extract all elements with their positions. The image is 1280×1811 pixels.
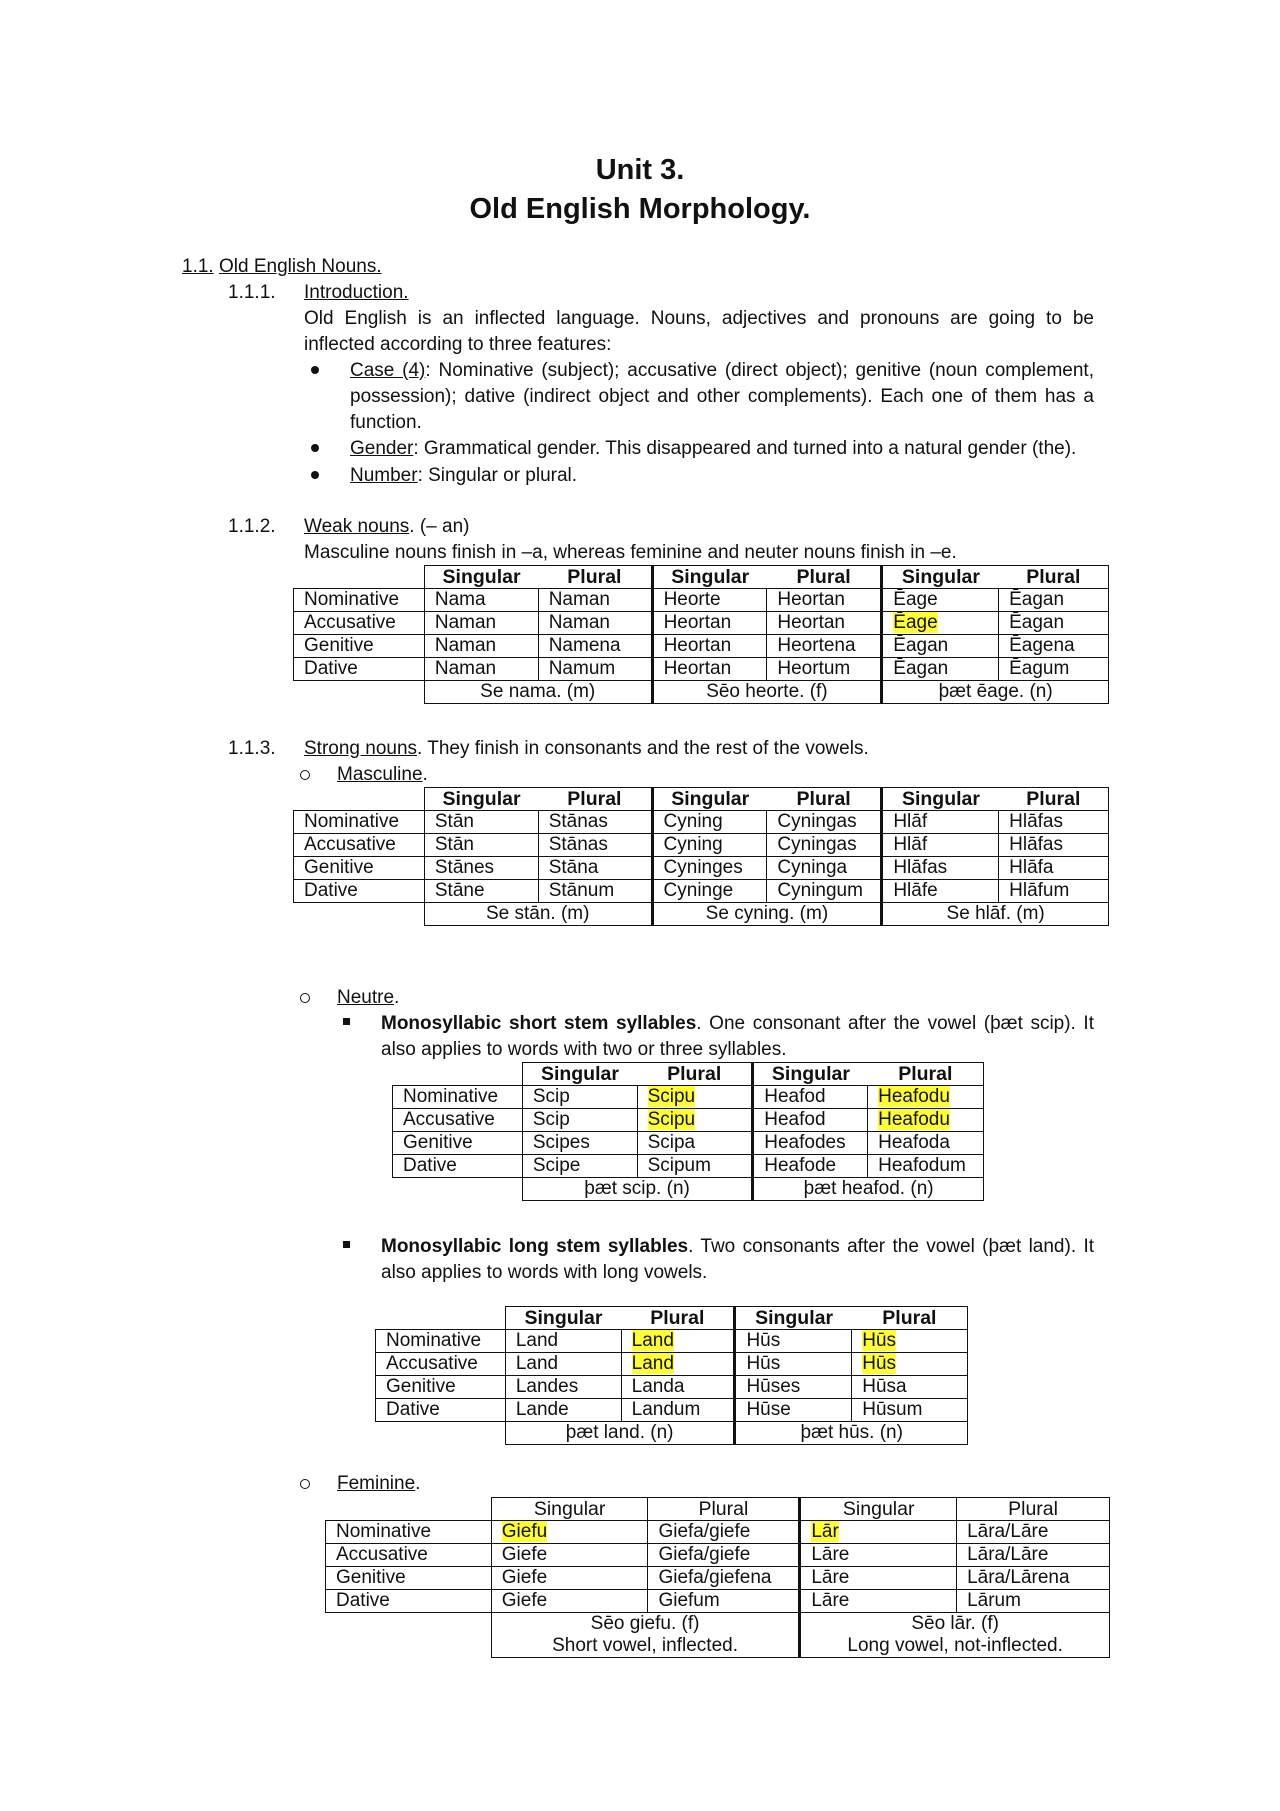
table-cell: Stānes: [424, 857, 538, 880]
table-cell: Scipes: [522, 1132, 637, 1155]
column-header: Plural: [957, 1498, 1110, 1521]
bullet-case-line2: possession); dative (indirect object and other complements). Each one of them has a: [350, 386, 1094, 407]
table-cell: Land: [505, 1330, 621, 1353]
table-cell: Lande: [505, 1399, 621, 1422]
table-corner: [393, 1063, 523, 1086]
table-cell: Giefa/giefe: [648, 1521, 800, 1544]
table-cell: Scipa: [637, 1132, 753, 1155]
page-title-unit: Unit 3.: [595, 154, 685, 186]
column-header: Plural: [648, 1498, 800, 1521]
neutre-heading: [337, 985, 399, 1011]
column-header: Singular: [505, 1307, 621, 1330]
table-cell: Cyningas: [767, 811, 882, 834]
highlighted-form: Heafodu: [878, 1109, 950, 1130]
page-title-topic: Old English Morphology.: [469, 193, 811, 225]
column-header: Singular: [735, 1307, 852, 1330]
section-1-1-heading: [182, 254, 382, 280]
table-cell: Hūsa: [852, 1376, 968, 1399]
table-cell: Giefe: [491, 1544, 648, 1567]
table-cell: Lāra/Lārena: [957, 1567, 1110, 1590]
table-cell: Ēagan: [882, 635, 999, 658]
column-header: Plural: [767, 788, 882, 811]
table-cell: Heafod: [753, 1086, 868, 1109]
table-cell: Heortan: [767, 589, 882, 612]
section-1-1-3-number: 1.1.3.: [228, 738, 276, 759]
table-corner: [376, 1422, 506, 1445]
table-cell: Heorte: [652, 589, 767, 612]
long-stem-desc: . Two consonants after the vowel (þæt land). It: [688, 1236, 1094, 1257]
table-cell: Ēagan: [882, 658, 999, 681]
case-label: Nominative: [393, 1086, 523, 1109]
intro-paragraph-line2: inflected according to three features:: [304, 334, 612, 355]
table-cell: Heortan: [652, 635, 767, 658]
table-cell: Naman: [538, 612, 652, 635]
gloss-cell: þæt ēage. (n): [882, 681, 1109, 704]
table-corner: [294, 566, 425, 589]
period: .: [394, 987, 400, 1008]
column-header: Singular: [652, 788, 767, 811]
column-header: Singular: [753, 1063, 868, 1086]
strong-nouns-desc: . They finish in consonants and the rest of the vowels.: [417, 738, 869, 759]
section-1-1-label: Old English Nouns.: [218, 256, 382, 277]
strong-masculine-table: [293, 787, 1109, 926]
table-corner: [294, 788, 425, 811]
masculine-label: Masculine: [337, 764, 423, 785]
table-cell: Hlāfum: [999, 880, 1109, 903]
table-cell: Scip: [522, 1109, 637, 1132]
table-cell: Hūse: [735, 1399, 852, 1422]
table-cell: [621, 1330, 735, 1353]
table-cell: Ēagan: [999, 589, 1109, 612]
table-cell: Stānas: [538, 834, 652, 857]
table-cell: Hlāfe: [882, 880, 999, 903]
table-cell: Landum: [621, 1399, 735, 1422]
column-header: Plural: [868, 1063, 984, 1086]
case-label: Accusative: [393, 1109, 523, 1132]
table-cell: Scip: [522, 1086, 637, 1109]
table-cell: Lāra/Lāre: [957, 1521, 1110, 1544]
table-cell: Hūses: [735, 1376, 852, 1399]
gloss-cell: Sēo heorte. (f): [652, 681, 882, 704]
neutre-label: Neutre: [337, 987, 395, 1008]
weak-nouns-description: Masculine nouns finish in –a, whereas feminine and neuter nouns finish in –e.: [304, 542, 957, 563]
long-stem-line2: also applies to words with long vowels.: [381, 1262, 708, 1283]
case-label: Dative: [376, 1399, 506, 1422]
column-header: Plural: [999, 566, 1109, 589]
table-cell: Naman: [424, 612, 538, 635]
table-cell: Lāre: [800, 1567, 957, 1590]
table-cell: Giefe: [491, 1567, 648, 1590]
gloss-cell: [800, 1613, 1110, 1658]
column-header: Singular: [424, 788, 538, 811]
column-header: Singular: [882, 788, 999, 811]
table-cell: Cyninges: [652, 857, 767, 880]
case-term: Case (4): [350, 360, 426, 381]
case-label: Genitive: [393, 1132, 523, 1155]
table-cell: Heortan: [652, 658, 767, 681]
case-label: Genitive: [294, 857, 425, 880]
table-corner: [326, 1498, 492, 1521]
table-cell: Namena: [538, 635, 652, 658]
weak-nouns-label: Weak nouns: [304, 516, 410, 537]
column-header: Singular: [652, 566, 767, 589]
weak-nouns-suffix: . (– an): [409, 516, 470, 537]
column-header: Plural: [637, 1063, 753, 1086]
table-cell: [621, 1353, 735, 1376]
case-desc-1: : Nominative (subject); accusative (direct object); genitive (noun complement,: [425, 360, 1094, 381]
table-cell: Lāra/Lāre: [957, 1544, 1110, 1567]
table-cell: [852, 1330, 968, 1353]
bullet-icon: [311, 444, 319, 452]
gender-term: Gender: [350, 438, 414, 459]
case-label: Dative: [393, 1155, 523, 1178]
gloss-line: Sēo lār. (f): [911, 1613, 999, 1634]
section-1-1-2-heading: [304, 514, 469, 540]
table-cell: Namum: [538, 658, 652, 681]
section-1-1-1-number: 1.1.1.: [228, 282, 276, 303]
table-cell: Cyninge: [652, 880, 767, 903]
period: .: [415, 1473, 421, 1494]
short-stem-title: Monosyllabic short stem syllables: [381, 1013, 697, 1034]
table-cell: Stānas: [538, 811, 652, 834]
strong-feminine-table: [325, 1497, 1110, 1658]
gloss-cell: þæt scip. (n): [522, 1178, 752, 1201]
table-cell: Naman: [538, 589, 652, 612]
bullet-icon: [311, 366, 319, 374]
table-cell: Ēagena: [999, 635, 1109, 658]
gloss-cell: [491, 1613, 800, 1658]
neuter-short-stem-table: [392, 1062, 984, 1201]
table-cell: Heortena: [767, 635, 882, 658]
table-cell: Giefa/giefena: [648, 1567, 800, 1590]
table-cell: Heortum: [767, 658, 882, 681]
case-label: Accusative: [376, 1353, 506, 1376]
short-stem-line1: [381, 1011, 1094, 1037]
circle-bullet-icon: [300, 993, 310, 1003]
gloss-note: Long vowel, not-inflected.: [847, 1635, 1063, 1656]
weak-nouns-table: [293, 565, 1109, 704]
strong-nouns-label: Strong nouns: [304, 738, 418, 759]
section-1-1-number: 1.1.: [182, 256, 214, 277]
table-cell: [868, 1109, 984, 1132]
table-cell: Cyningum: [767, 880, 882, 903]
table-cell: Stānum: [538, 880, 652, 903]
table-cell: Heortan: [767, 612, 882, 635]
case-label: Genitive: [294, 635, 425, 658]
gloss-cell: Se cyning. (m): [652, 903, 882, 926]
case-label: Accusative: [294, 612, 425, 635]
highlighted-form: Giefu: [501, 1521, 548, 1542]
highlighted-form: Land: [631, 1330, 674, 1351]
table-cell: Ēagum: [999, 658, 1109, 681]
table-cell: Heafodes: [753, 1132, 868, 1155]
table-cell: Land: [505, 1353, 621, 1376]
gloss-cell: þæt land. (n): [505, 1422, 735, 1445]
table-cell: Landes: [505, 1376, 621, 1399]
gloss-cell: Se stān. (m): [424, 903, 652, 926]
column-header: Singular: [800, 1498, 957, 1521]
short-stem-desc: . One consonant after the vowel (þæt scip). It: [696, 1013, 1094, 1034]
column-header: Singular: [882, 566, 999, 589]
table-cell: Lārum: [957, 1590, 1110, 1613]
number-desc: : Singular or plural.: [417, 465, 578, 486]
table-cell: [637, 1109, 753, 1132]
highlighted-form: Hūs: [862, 1330, 897, 1351]
highlighted-form: Land: [631, 1353, 674, 1374]
column-header: Plural: [621, 1307, 735, 1330]
table-corner: [326, 1613, 492, 1658]
column-header: Plural: [852, 1307, 968, 1330]
neuter-long-stem-table: [375, 1306, 968, 1445]
highlighted-form: Heafodu: [878, 1086, 950, 1107]
table-cell: Naman: [424, 658, 538, 681]
column-header: Singular: [424, 566, 538, 589]
table-cell: [868, 1086, 984, 1109]
number-term: Number: [350, 465, 418, 486]
table-cell: Heafod: [753, 1109, 868, 1132]
table-cell: Hlāfas: [999, 811, 1109, 834]
feminine-label: Feminine: [337, 1473, 416, 1494]
table-cell: Stān: [424, 811, 538, 834]
gloss-note: Short vowel, inflected.: [552, 1635, 738, 1656]
table-cell: Lāre: [800, 1544, 957, 1567]
column-header: Singular: [522, 1063, 637, 1086]
table-cell: [882, 612, 999, 635]
column-header: Plural: [538, 788, 652, 811]
highlighted-form: Hūs: [862, 1353, 897, 1374]
table-cell: Lāre: [800, 1590, 957, 1613]
case-label: Nominative: [376, 1330, 506, 1353]
column-header: Singular: [491, 1498, 648, 1521]
table-cell: Hūs: [735, 1353, 852, 1376]
highlighted-form: Scipu: [647, 1086, 696, 1107]
table-cell: Giefe: [491, 1590, 648, 1613]
highlighted-form: Scipu: [647, 1109, 696, 1130]
table-cell: Heafode: [753, 1155, 868, 1178]
table-cell: Scipe: [522, 1155, 637, 1178]
bullet-case-line3: function.: [350, 412, 422, 433]
case-label: Nominative: [294, 811, 425, 834]
column-header: Plural: [767, 566, 882, 589]
table-cell: Cyning: [652, 834, 767, 857]
table-cell: Stāna: [538, 857, 652, 880]
table-cell: Hlāfas: [882, 857, 999, 880]
bullet-number: [350, 463, 577, 489]
table-cell: [637, 1086, 753, 1109]
highlighted-form: Ēage: [893, 612, 938, 633]
table-cell: Cyning: [652, 811, 767, 834]
section-1-1-2-number: 1.1.2.: [228, 516, 276, 537]
long-stem-line1: [381, 1234, 1094, 1260]
table-cell: Hūsum: [852, 1399, 968, 1422]
table-cell: [491, 1521, 648, 1544]
table-cell: Ēage: [882, 589, 999, 612]
circle-bullet-icon: [300, 770, 310, 780]
table-cell: Cyninga: [767, 857, 882, 880]
table-corner: [294, 681, 425, 704]
gloss-cell: þæt heafod. (n): [753, 1178, 984, 1201]
table-corner: [376, 1307, 506, 1330]
case-label: Genitive: [376, 1376, 506, 1399]
column-header: Plural: [999, 788, 1109, 811]
table-cell: Scipum: [637, 1155, 753, 1178]
table-cell: Stān: [424, 834, 538, 857]
table-cell: Heafodum: [868, 1155, 984, 1178]
feminine-heading: [337, 1471, 420, 1497]
bullet-icon: [311, 471, 319, 479]
gloss-cell: þæt hūs. (n): [735, 1422, 968, 1445]
bullet-gender: [350, 436, 1076, 462]
table-cell: Landa: [621, 1376, 735, 1399]
table-cell: Naman: [424, 635, 538, 658]
table-cell: Giefa/giefe: [648, 1544, 800, 1567]
period: .: [422, 764, 428, 785]
table-cell: Hlāf: [882, 811, 999, 834]
table-cell: Hūs: [735, 1330, 852, 1353]
section-1-1-3-heading: [304, 736, 869, 762]
table-cell: [800, 1521, 957, 1544]
column-header: Plural: [538, 566, 652, 589]
table-cell: Cyningas: [767, 834, 882, 857]
table-cell: Hlāfa: [999, 857, 1109, 880]
intro-paragraph-line1: Old English is an inflected language. Nouns, adjectives and pronouns are going to be: [304, 308, 1094, 329]
table-cell: Nama: [424, 589, 538, 612]
table-cell: Heortan: [652, 612, 767, 635]
gloss-line: Sēo giefu. (f): [590, 1613, 700, 1634]
highlighted-form: Lār: [811, 1521, 839, 1542]
circle-bullet-icon: [300, 1479, 310, 1489]
short-stem-line2: also applies to words with two or three syllables.: [381, 1039, 787, 1060]
case-label: Dative: [294, 880, 425, 903]
table-corner: [393, 1178, 523, 1201]
masculine-heading: [337, 762, 428, 788]
table-cell: Hlāfas: [999, 834, 1109, 857]
gloss-cell: Se nama. (m): [424, 681, 652, 704]
table-cell: Stāne: [424, 880, 538, 903]
long-stem-title: Monosyllabic long stem syllables: [381, 1236, 689, 1257]
square-bullet-icon: [343, 1241, 350, 1248]
table-cell: Giefum: [648, 1590, 800, 1613]
gloss-cell: Se hlāf. (m): [882, 903, 1109, 926]
table-corner: [294, 903, 425, 926]
square-bullet-icon: [343, 1018, 350, 1025]
table-cell: Hlāf: [882, 834, 999, 857]
table-cell: Ēagan: [999, 612, 1109, 635]
case-label: Accusative: [294, 834, 425, 857]
case-label: Genitive: [326, 1567, 492, 1590]
case-label: Nominative: [326, 1521, 492, 1544]
table-cell: Heafoda: [868, 1132, 984, 1155]
gender-desc: : Grammatical gender. This disappeared and turned into a natural gender (the).: [413, 438, 1077, 459]
case-label: Accusative: [326, 1544, 492, 1567]
case-label: Dative: [326, 1590, 492, 1613]
case-label: Dative: [294, 658, 425, 681]
case-label: Nominative: [294, 589, 425, 612]
bullet-case-line1: [350, 358, 1094, 384]
section-1-1-1-label: Introduction.: [304, 282, 409, 303]
table-cell: [852, 1353, 968, 1376]
